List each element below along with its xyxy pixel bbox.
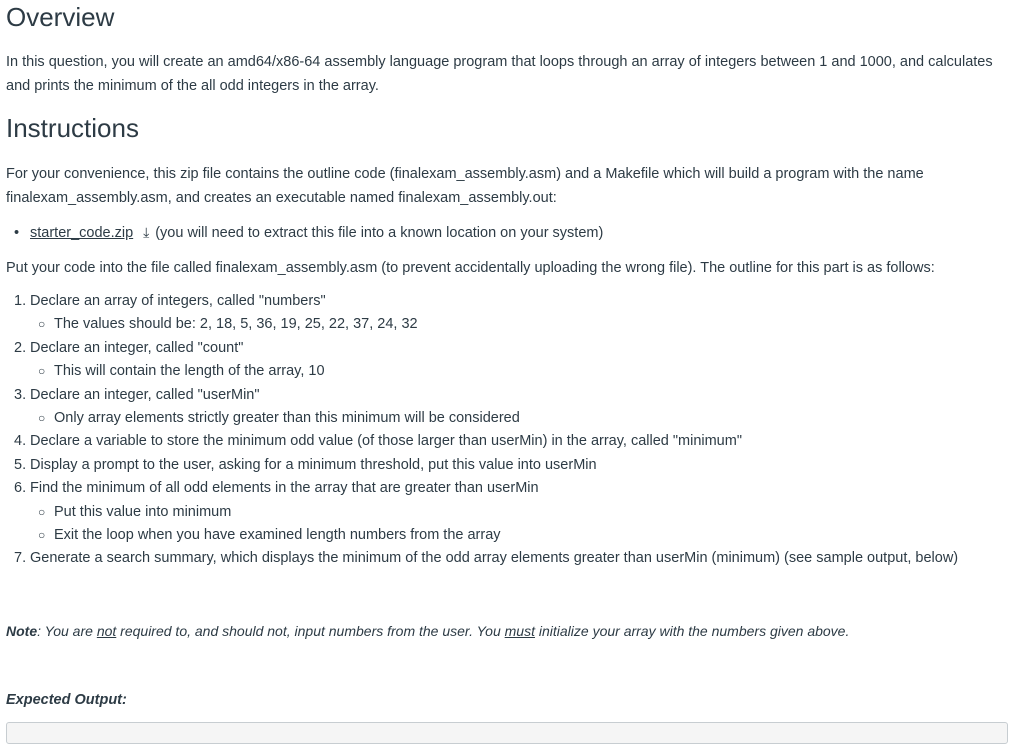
step-item — [6, 454, 1014, 477]
step-item — [6, 337, 1014, 360]
step-text: Declare a variable to store the minimum odd value (of those larger than userMin) in the array, called "minimum" — [30, 433, 742, 450]
note-text-2: required to, and should not, input numbers from the user. You — [116, 623, 505, 639]
sub-item-text: Only array elements strictly greater than this minimum will be considered — [54, 410, 520, 427]
starter-code-link[interactable]: starter_code.zip — [30, 225, 134, 241]
step-item — [6, 290, 1014, 313]
step-number: 2. — [14, 339, 27, 356]
step-number: 1. — [14, 293, 27, 309]
note-not: not — [96, 623, 117, 639]
step-text: Declare an integer, called "userMin" — [30, 386, 260, 403]
step-number: 7. — [14, 550, 27, 567]
download-icon[interactable]: ⤓ — [143, 224, 150, 240]
step-text: Find the minimum of all odd elements in the array that are greater than userMin — [30, 480, 539, 497]
expected-output-box — [6, 722, 1008, 744]
step-item — [6, 477, 1014, 500]
bullet-icon: • — [14, 225, 20, 241]
sub-item-text: This will contain the length of the array, 10 — [54, 363, 325, 380]
step-item — [6, 430, 1014, 453]
sub-item — [6, 524, 1014, 547]
download-note: (you will need to extract this file into a known location on your system) — [155, 225, 604, 241]
overview-text: In this question, you will create an amd64/x86-64 assembly language program that loops through an array of integers between 1 and 1000, and calculates and prints the minimum of the all odd integers in the array. — [6, 54, 993, 94]
step-item — [6, 547, 1014, 570]
overview-heading: Overview — [6, 2, 115, 32]
sub-item — [6, 360, 1014, 383]
step-text: Generate a search summary, which displays the minimum of the odd array elements greater than userMin (minimum) (see sample output, below) — [30, 550, 959, 567]
step-text: Declare an integer, called "count" — [30, 339, 244, 356]
sub-item-text: Put this value into minimum — [54, 503, 232, 520]
circle-bullet-icon: ○ — [38, 364, 46, 379]
sub-item-text: Exit the loop when you have examined length numbers from the array — [54, 527, 501, 544]
put-code-text: Put your code into the file called finalexam_assembly.asm (to prevent accidentally uploading the wrong file). The outline for this part is as follows: — [6, 260, 935, 276]
note-paragraph — [6, 619, 849, 643]
step-number: 4. — [14, 433, 27, 450]
expected-output-label: Expected Output: — [6, 692, 127, 708]
instructions-intro: For your convenience, this zip file contains the outline code (finalexam_assembly.asm) and a Makefile which will build a program with the name finalexam_assembly.asm, and creates an executable named finalexam_assembly.out: — [6, 166, 924, 206]
steps-list — [6, 290, 1014, 571]
step-text: Declare an array of integers, called "numbers" — [30, 293, 326, 309]
note-must: must — [504, 623, 535, 639]
circle-bullet-icon: ○ — [38, 317, 46, 332]
step-text: Display a prompt to the user, asking for a minimum threshold, put this value into userMin — [30, 456, 597, 473]
step-number: 6. — [14, 480, 27, 497]
sub-item — [6, 313, 1014, 336]
step-number: 3. — [14, 386, 27, 403]
sub-item — [6, 501, 1014, 524]
instructions-heading: Instructions — [6, 113, 139, 143]
sub-item-text: The values should be: 2, 18, 5, 36, 19, 25, 22, 37, 24, 32 — [54, 316, 418, 333]
note-label: Note — [6, 623, 38, 639]
step-item — [6, 384, 1014, 407]
note-text-1: : You are — [37, 623, 97, 639]
step-number: 5. — [14, 456, 27, 473]
circle-bullet-icon: ○ — [38, 411, 46, 426]
note-text-3: initialize your array with the numbers given above. — [534, 623, 850, 639]
sub-item — [6, 407, 1014, 430]
download-item — [14, 220, 603, 245]
circle-bullet-icon: ○ — [38, 528, 46, 543]
circle-bullet-icon: ○ — [38, 504, 46, 519]
